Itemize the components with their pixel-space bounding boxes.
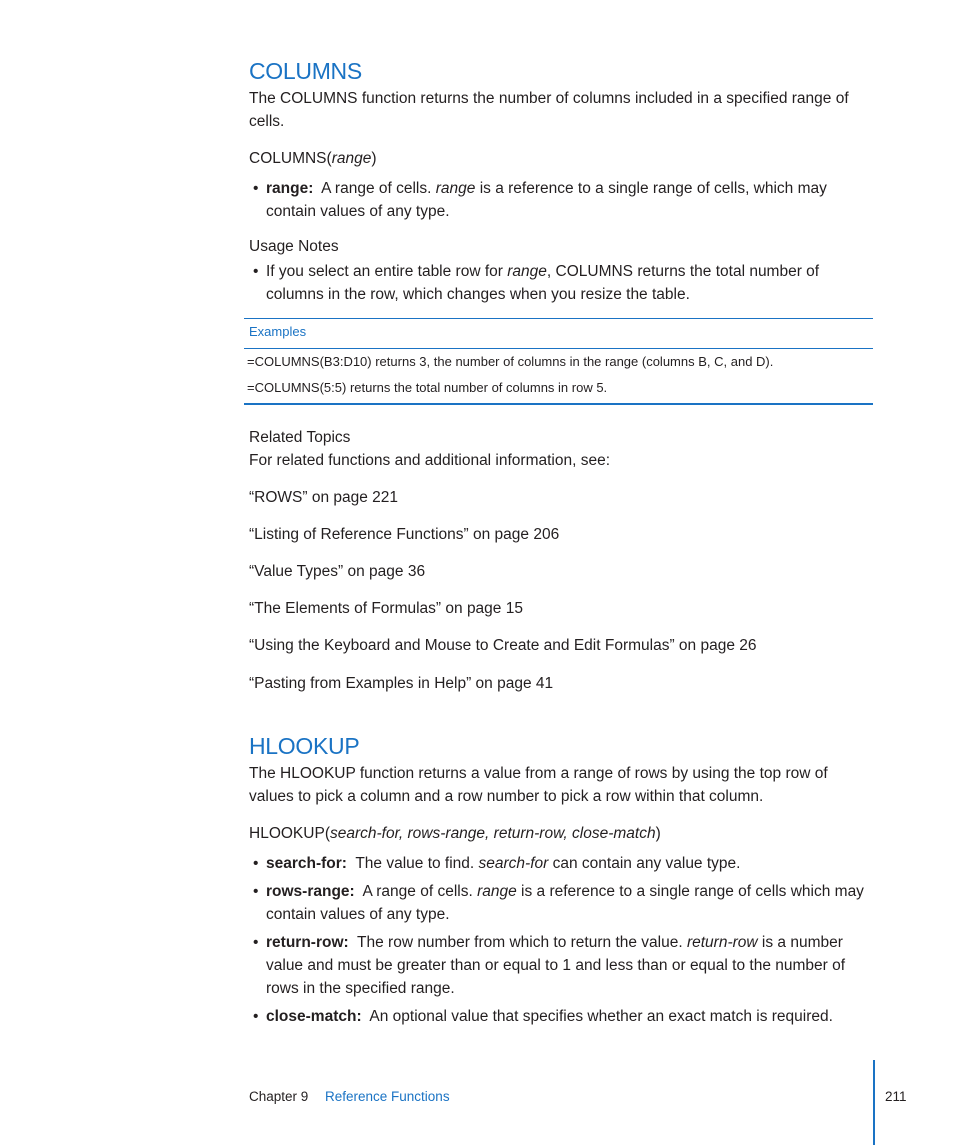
arg-desc-rest: is a reference to a single range of cells which may contain values of any type. xyxy=(266,883,864,923)
hlookup-heading: HLOOKUP xyxy=(249,733,360,759)
page-number: 211 xyxy=(885,1089,907,1104)
bullet-icon: • xyxy=(253,883,259,900)
columns-heading: COLUMNS xyxy=(249,58,362,84)
arg-em: range xyxy=(477,883,517,900)
columns-syntax-args: range xyxy=(331,150,372,167)
related-topics-title: Related Topics xyxy=(249,429,351,446)
arg-name: return-row: xyxy=(266,934,349,951)
examples-title: Examples xyxy=(249,324,307,339)
arg-name: search-for: xyxy=(266,855,347,872)
related-link[interactable]: “Value Types” on page 36 xyxy=(249,563,426,580)
hlookup-syntax-args: search-for, rows-range, return-row, close-match xyxy=(329,825,656,842)
bullet-icon: • xyxy=(253,1008,259,1025)
arg-desc: A range of cells. xyxy=(362,883,478,900)
arg-desc: A range of cells. xyxy=(321,180,436,197)
columns-syntax: COLUMNS(range) xyxy=(249,150,377,167)
usage-em: range xyxy=(507,263,547,280)
bullet-icon: • xyxy=(253,180,259,197)
arg-desc-rest: is a number value and must be greater than or equal to 1 and less than or equal to the number of rows in the specified range. xyxy=(266,934,846,997)
hlookup-intro: The HLOOKUP function returns a value from a range of rows by using the top row of values to pick a column and a row number to pick a row within that column. xyxy=(249,765,828,805)
examples-header-rule xyxy=(244,348,873,349)
arg-desc-rest: can contain any value type. xyxy=(548,855,741,872)
arg-desc: An optional value that specifies whether an exact match is required. xyxy=(369,1008,833,1025)
arg-name: rows-range: xyxy=(266,883,355,900)
related-topics-intro: For related functions and additional information, see: xyxy=(249,452,611,469)
bullet-icon: • xyxy=(253,934,259,951)
related-link[interactable]: “Using the Keyboard and Mouse to Create and Edit Formulas” on page 26 xyxy=(249,637,757,654)
related-link[interactable]: “ROWS” on page 221 xyxy=(249,489,399,506)
arg-desc: The row number from which to return the value. xyxy=(357,934,687,951)
hlookup-syntax: HLOOKUP(search-for, rows-range, return-row, close-match) xyxy=(249,825,661,842)
related-link[interactable]: “The Elements of Formulas” on page 15 xyxy=(249,600,523,617)
arg-desc-rest: is a reference to a single range of cells, which may contain values of any type. xyxy=(266,180,827,220)
hlookup-syntax-function: HLOOKUP xyxy=(249,825,325,842)
arg-name: range: xyxy=(266,180,314,197)
example-row: =COLUMNS(5:5) returns the total number of columns in row 5. xyxy=(247,380,608,395)
footer-divider xyxy=(873,1060,875,1145)
bullet-icon: • xyxy=(253,855,259,872)
usage-notes-title: Usage Notes xyxy=(249,238,339,255)
example-row: =COLUMNS(B3:D10) returns 3, the number of columns in the range (columns B, C, and D). xyxy=(247,354,774,369)
bullet-icon: • xyxy=(253,263,259,280)
related-link[interactable]: “Pasting from Examples in Help” on page 41 xyxy=(249,675,554,692)
footer-chapter: Chapter 9 xyxy=(249,1089,309,1104)
arg-desc: The value to find. xyxy=(355,855,479,872)
columns-intro: The COLUMNS function returns the number of columns included in a specified range of cells. xyxy=(249,90,849,130)
examples-bottom-rule xyxy=(244,403,873,405)
usage-post: , COLUMNS returns the total number of columns in the row, which changes when you resize the table. xyxy=(266,263,820,303)
arg-em: range xyxy=(435,180,476,197)
arg-name: close-match: xyxy=(266,1008,362,1025)
columns-syntax-function: COLUMNS xyxy=(249,150,327,167)
arg-em: return-row xyxy=(686,934,758,951)
usage-pre: If you select an entire table row for xyxy=(266,263,508,280)
footer-section-title: Reference Functions xyxy=(325,1089,450,1104)
arg-em: search-for xyxy=(478,855,549,872)
related-link[interactable]: “Listing of Reference Functions” on page 206 xyxy=(249,526,560,543)
examples-top-rule xyxy=(244,318,873,319)
